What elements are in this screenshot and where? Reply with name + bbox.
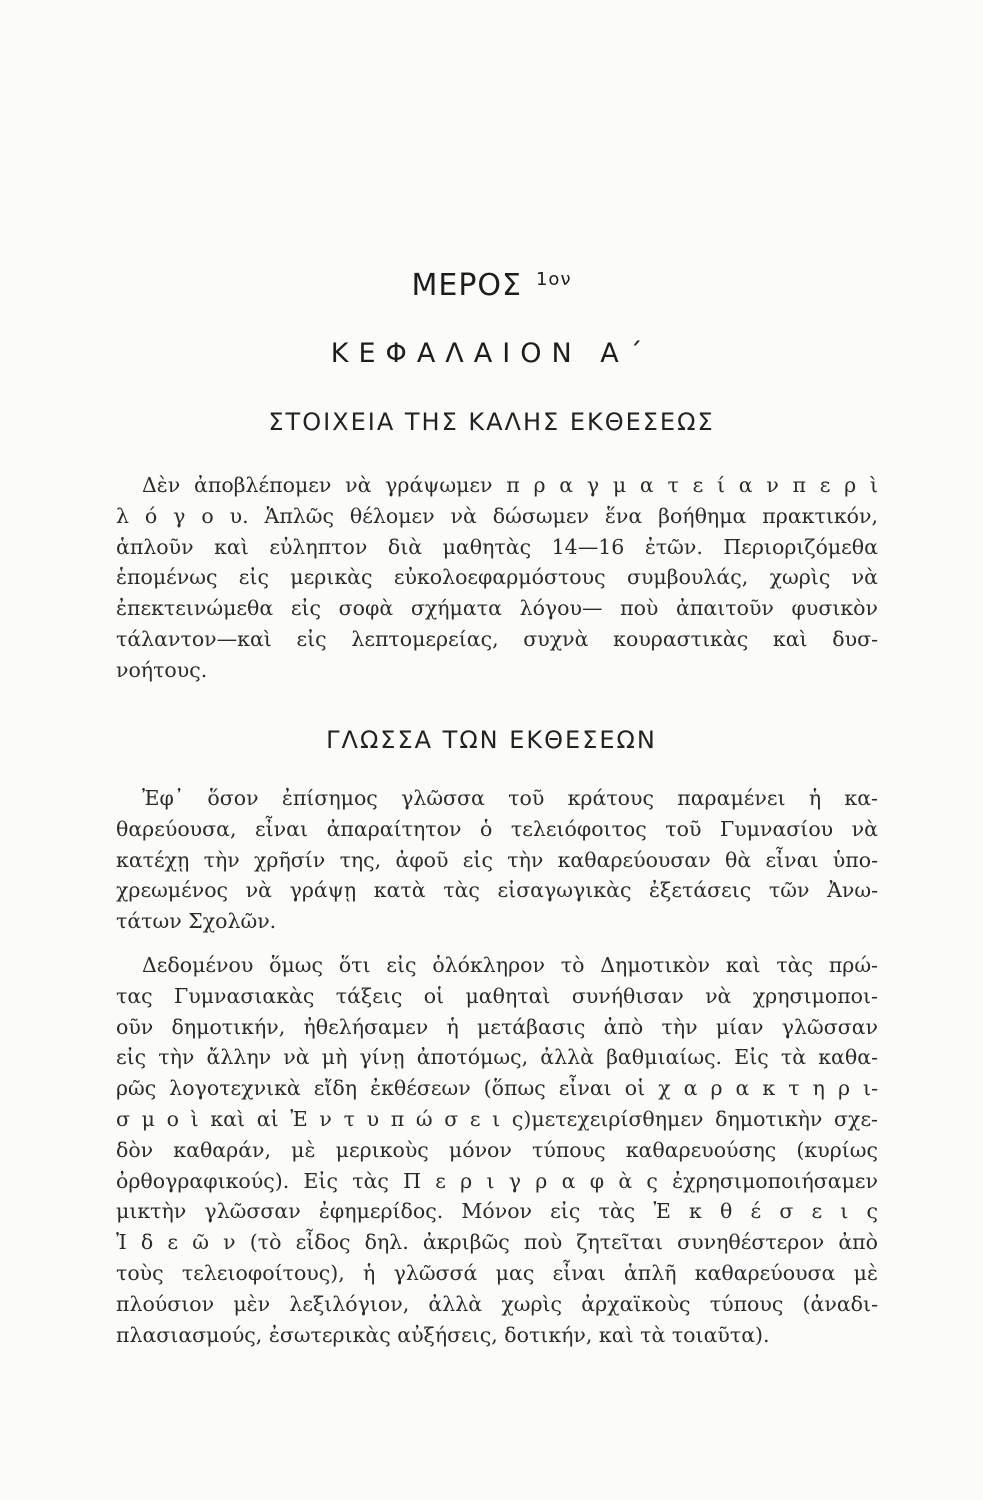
text-line: λ ό γ ο υ. Ἁπλῶς θέλομεν νὰ δώσωμεν ἕνα βοήθημα πρακτικόν,	[116, 503, 878, 528]
text-line: ἁπλοῦν καὶ εὐληπτον διὰ μαθητὰς 14—16 ἐτῶν. Περιοριζόμεθα	[116, 534, 878, 559]
paragraph-introduction	[116, 470, 878, 686]
text-line: σ μ ο ὶ καὶ αἱ Ἐ ν τ υ π ώ σ ε ι ς)μετεχειρίσθημεν δημοτικὴν σχε-	[116, 1106, 878, 1131]
section-heading-elements: ΣΤΟΙΧΕΙΑ ΤΗΣ ΚΑΛΗΣ ΕΚΘΕΣΕΩΣ	[268, 408, 715, 436]
text-line: τάτων Σχολῶν.	[116, 909, 277, 934]
text-line: κατέχῃ τὴν χρῆσίν της, ἀφοῦ εἰς τὴν καθαρεύουσαν θὰ εἶναι ὑπο-	[116, 847, 878, 872]
part-ordinal: 1ον	[535, 269, 572, 290]
text-line: Δὲν ἀποβλέπομεν νὰ γράψωμεν π ρ α γ μ α τ ε ί α ν π ε ρ ὶ	[142, 473, 878, 497]
text-line: πλασιασμούς, ἐσωτερικὰς αὐξήσεις, δοτικήν, καὶ τὰ τοιαῦτα).	[116, 1322, 770, 1347]
text-line: Ἐφ᾽ ὅσον ἐπίσημος γλῶσσα τοῦ κράτους παραμένει ἡ κα-	[142, 786, 878, 810]
text-line: Δεδομένου ὅμως ὅτι εἰς ὁλόκληρον τὸ Δημοτικὸν καὶ τὰς πρώ-	[142, 953, 878, 977]
paragraph-transition	[116, 950, 878, 1350]
text-line: μικτὴν γλῶσσαν ἐφημερίδος. Μόνον εἰς τὰς Ἐ κ θ έ σ ε ι ς	[116, 1199, 878, 1224]
text-line: δὸν καθαράν, μὲ μερικοὺς μόνον τύπους καθαρευούσης (κυρίως	[116, 1137, 878, 1162]
text-line: εἰς τὴν ἄλλην νὰ μὴ γίνῃ ἀποτόμως, ἀλλὰ βαθμιαίως. Εἰς τὰ καθα-	[116, 1045, 878, 1070]
text-line: ὀρθογραφικούς). Εἰς τὰς Π ε ρ ι γ ρ α φ ὰ ς ἐχρησιμοποιήσαμεν	[116, 1168, 878, 1193]
part-title: ΜΕΡΟΣ	[411, 268, 522, 303]
text-line: θαρεύουσα, εἶναι ἀπαραίτητον ὁ τελειόφοιτος τοῦ Γυμνασίου νὰ	[116, 816, 878, 841]
text-line: τας Γυμνασιακὰς τάξεις οἱ μαθηταὶ συνήθισαν νὰ χρησιμοποι-	[116, 983, 878, 1008]
text-line: χρεωμένος νὰ γράψῃ κατὰ τὰς εἰσαγωγικὰς ἐξετάσεις τῶν Ἀνω-	[116, 878, 878, 903]
part-heading	[0, 268, 983, 303]
section-heading-language: ΓΛΩΣΣΑ ΤΩΝ ΕΚΘΕΣΕΩΝ	[326, 726, 657, 754]
text-line: ἑπομένως εἰς μερικὰς εὐκολοεφαρμόστους συμβουλάς, χωρὶς νὰ	[116, 565, 878, 590]
text-line: Ἰ δ ε ῶ ν (τὸ εἶδος δηλ. ἀκριβῶς ποὺ ζητεῖται συνηθέστερον ἀπὸ	[116, 1230, 878, 1255]
text-line: πλούσιον μὲν λεξιλόγιον, ἀλλὰ χωρὶς ἀρχαϊκοὺς τύπους (ἀναδι-	[116, 1291, 878, 1316]
paragraph-official-language	[116, 783, 878, 937]
text-line: ἐπεκτεινώμεθα εἰς σοφὰ σχήματα λόγου— ποὺ ἀπαιτοῦν φυσικὸν	[116, 596, 878, 621]
text-line: τοὺς τελειοφοίτους), ἡ γλῶσσά μας εἶναι ἁπλῆ καθαρεύουσα μὲ	[116, 1260, 878, 1285]
text-line: νοήτους.	[116, 657, 208, 682]
text-line: ρῶς λογοτεχνικὰ εἴδη ἐκθέσεων (ὅπως εἶναι οἱ χ α ρ α κ τ η ρ ι-	[116, 1076, 878, 1101]
text-line: τάλαντον—καὶ εἰς λεπτομερείας, συχνὰ κουραστικὰς καὶ δυσ-	[116, 626, 878, 651]
text-line: οῦν δημοτικήν, ἠθελήσαμεν ἡ μετάβασις ἀπὸ τὴν μίαν γλῶσσαν	[116, 1014, 878, 1039]
chapter-heading: ΚΕΦΑΛΑΙΟΝ Α΄	[330, 338, 653, 369]
